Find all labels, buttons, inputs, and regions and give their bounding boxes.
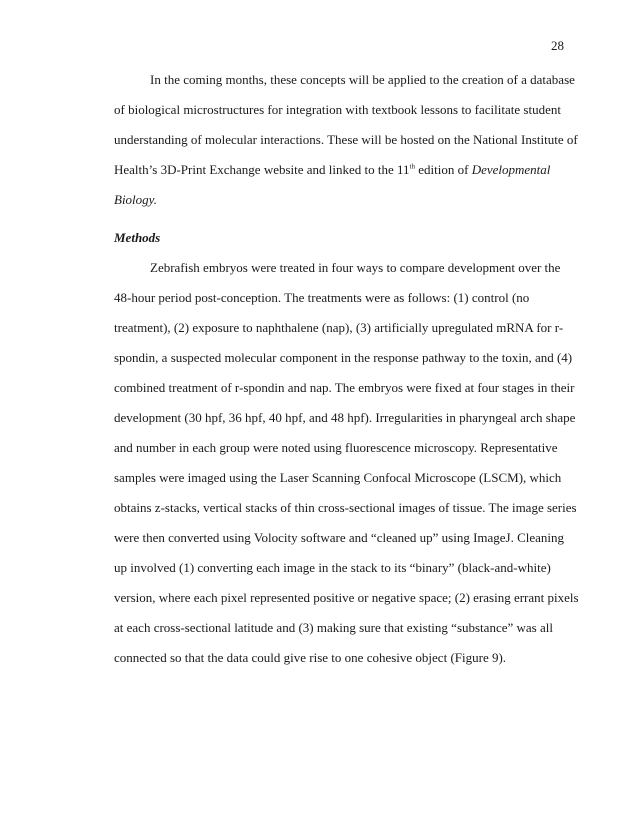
paragraph-1-line-4-text: Health’s 3D-Print Exchange website and linked to the 11	[114, 162, 410, 177]
paragraph-1-line-4	[114, 162, 550, 178]
paragraph-2-line: spondin, a suspected molecular component in the response pathway to the toxin, and (4)	[114, 350, 573, 365]
paragraph-2-line: were then converted using Volocity software and “cleaned up” using ImageJ. Cleaning	[114, 530, 565, 545]
paragraph-2-line: combined treatment of r-spondin and nap. The embryos were fixed at four stages in their	[114, 380, 575, 395]
paragraph-1-line-2: of biological microstructures for integration with textbook lessons to facilitate student	[114, 102, 561, 117]
paragraph-2-line: development (30 hpf, 36 hpf, 40 hpf, and 48 hpf). Irregularities in pharyngeal arch shape	[114, 410, 576, 425]
paragraph-2-line: obtains z-stacks, vertical stacks of thin cross-sectional images of tissue. The image series	[114, 500, 577, 515]
paragraph-2-line: up involved (1) converting each image in the stack to its “binary” (black-and-white)	[114, 560, 551, 575]
section-heading-methods: Methods	[114, 230, 161, 245]
paragraph-2-line: 48-hour period post-conception. The treatments were as follows: (1) control (no	[114, 290, 530, 305]
paragraph-1-line-4-text-after: edition of	[415, 162, 472, 177]
book-title-part-1: Developmental	[471, 162, 551, 177]
paragraph-2-line: version, where each pixel represented positive or negative space; (2) erasing errant pixels	[114, 590, 579, 605]
ordinal-superscript: th	[409, 162, 416, 171]
paragraph-2-line: connected so that the data could give rise to one cohesive object (Figure 9).	[114, 650, 507, 665]
paragraph-2-line: and number in each group were noted using fluorescence microscopy. Representative	[114, 440, 558, 455]
paragraph-2-line: treatment), (2) exposure to naphthalene (nap), (3) artificially upregulated mRNA for r-	[114, 320, 564, 335]
book-title-part-2: Biology.	[114, 192, 157, 207]
paragraph-1-line-1: In the coming months, these concepts will be applied to the creation of a database	[150, 72, 575, 87]
paragraph-1-line-3: understanding of molecular interactions. These will be hosted on the National Institute of	[114, 132, 578, 147]
paragraph-2-line: samples were imaged using the Laser Scanning Confocal Microscope (LSCM), which	[114, 470, 562, 485]
paragraph-2-line: Zebrafish embryos were treated in four ways to compare development over the	[150, 260, 561, 275]
page-number: 28	[551, 38, 564, 53]
paragraph-2-line: at each cross-sectional latitude and (3) making sure that existing “substance” was all	[114, 620, 553, 635]
